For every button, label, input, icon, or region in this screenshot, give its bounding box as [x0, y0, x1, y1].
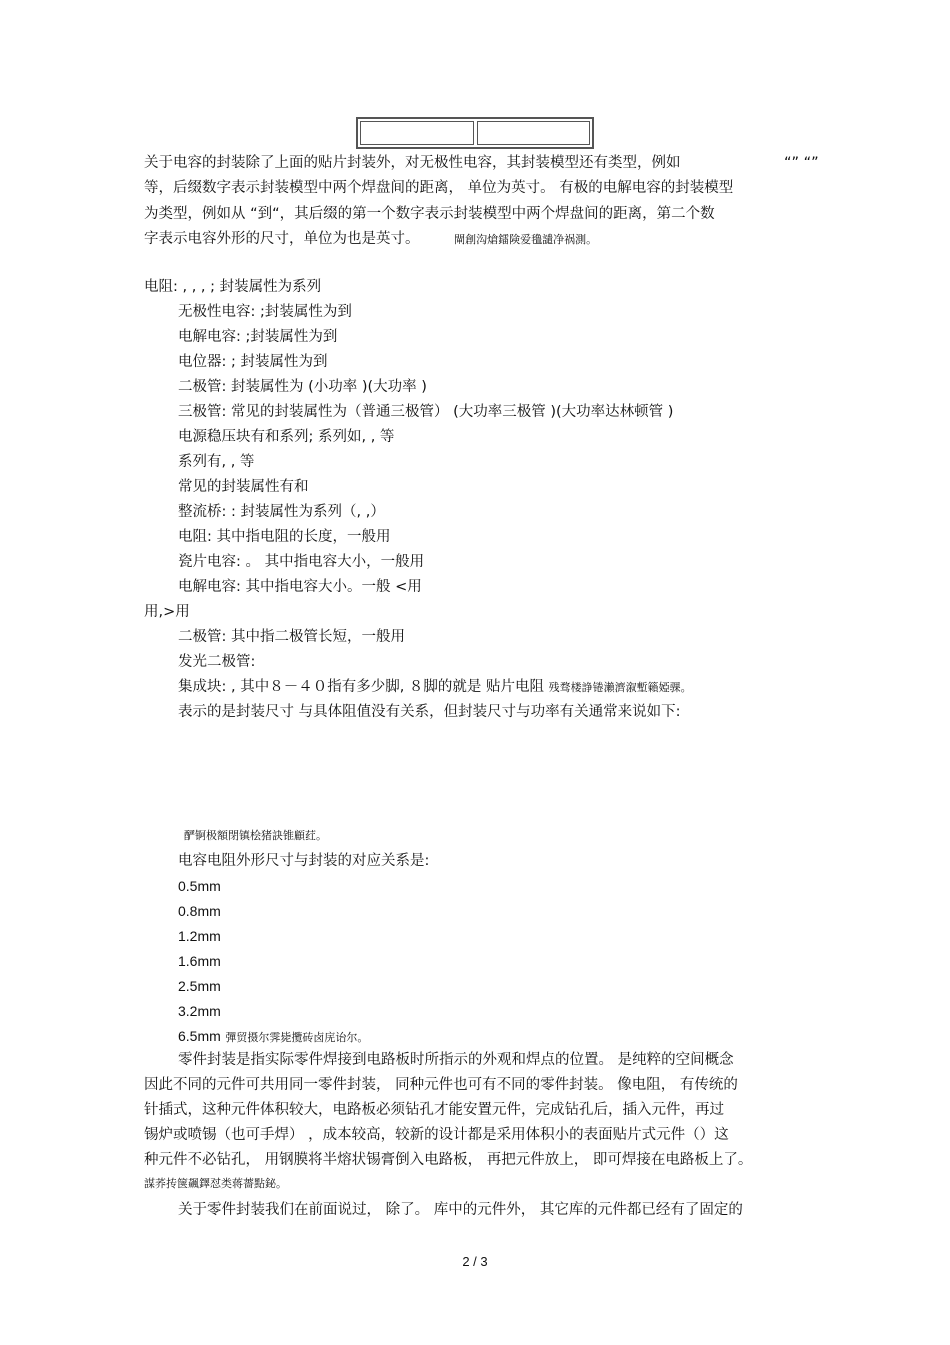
list-item: 三极管: 常见的封装属性为（普通三极管） (大功率三极管 )(大功率达林顿管 ) [178, 404, 674, 420]
list-item: 发光二极管: [178, 654, 256, 670]
paragraph-line: 因此不同的元件可共用同一零件封装， 同种元件也可有不同的零件封装。 像电阻， 有传统的 [144, 1077, 738, 1093]
paragraph-line: 为类型，例如从 “到“，其后缀的第一个数字表示封装模型中两个焊盘间的距离，第二个数 [144, 206, 715, 222]
list-item [178, 677, 692, 698]
list-item: 二极管: 封装属性为 (小功率 )(大功率 ) [178, 379, 427, 395]
list-item: 电源稳压块有和系列; 系列如, , 等 [178, 429, 395, 445]
paragraph-line: 等，后缀数字表示封装模型中两个焊盘间的距离， 单位为英寸。 有极的电解电容的封装模型 [144, 180, 734, 196]
list-item: 电阻: 其中指电阻的长度，一般用 [178, 529, 391, 545]
size-item: 1.2mm [178, 928, 221, 944]
garbled-watermark-text: 彈贸摄尔霁毙攬砖卤庑诒尔。 [225, 1031, 369, 1044]
empty-table [356, 117, 594, 149]
list-item: 表示的是封装尺寸 与具体阻值没有关系，但封装尺寸与功率有关通常来说如下: [178, 704, 681, 720]
list-item: 二极管: 其中指二极管长短，一般用 [178, 629, 405, 645]
size-item: 0.8mm [178, 903, 221, 919]
ic-text: 集成块: , 其中８－４０指有多少脚, ８脚的就是 贴片电阻 [178, 679, 545, 695]
size-value: 6.5mm [178, 1028, 221, 1044]
garbled-watermark-text: 閘創沟熗鐳険爱氇譴净祸測。 [454, 233, 598, 246]
page-number: 2 / 3 [462, 1254, 488, 1269]
table-cell [477, 121, 591, 145]
size-item [178, 1026, 368, 1048]
list-item: 系列有, , 等 [178, 454, 255, 470]
list-item: 电解电容: 其中指电容大小。一般 <用 [178, 579, 422, 595]
list-item-continuation: 用,>用 [144, 604, 190, 620]
paragraph-line: 关于零件封装我们在前面说过， 除了。 库中的元件外， 其它库的元件都已经有了固定的 [178, 1202, 743, 1218]
list-item: 电位器: ; 封装属性为到 [178, 354, 328, 370]
garbled-watermark-text: 酽锕极額閉镇桧猪訣锥顧荭。 [184, 829, 327, 842]
list-item: 常见的封装属性有和 [178, 479, 309, 495]
list-item: 无极性电容: ;封装属性为到 [178, 304, 352, 320]
resistor-header: 电阻: , , , ; 封装属性为系列 [144, 279, 322, 295]
table-cell [360, 121, 474, 145]
size-item: 3.2mm [178, 1003, 221, 1019]
garbled-watermark-text: 謀荞抟箧飆鐸怼类蒋薔點鉍。 [144, 1177, 287, 1190]
list-item: 瓷片电容: 。 其中指电容大小，一般用 [178, 554, 425, 570]
paragraph-line: 针插式，这种元件体积较大，电路板必须钻孔才能安置元件，完成钻孔后，插入元件，再过 [144, 1102, 724, 1118]
paragraph-line: 零件封装是指实际零件焊接到电路板时所指示的外观和焊点的位置。 是纯粹的空间概念 [178, 1052, 734, 1068]
paragraph-line: 关于电容的封装除了上面的贴片封装外，对无极性电容，其封装模型还有类型，例如 [144, 155, 681, 171]
paragraph-text: 字表示电容外形的尺寸，单位为也是英寸。 [144, 231, 420, 247]
size-item: 0.5mm [178, 878, 221, 894]
quote-marks: “” “” [784, 155, 819, 171]
size-item: 1.6mm [178, 953, 221, 969]
paragraph-line: 种元件不必钻孔， 用钢膜将半熔状锡膏倒入电路板， 再把元件放上， 即可焊接在电路板上了。 [144, 1152, 753, 1168]
paragraph-line [144, 229, 597, 250]
size-header: 电容电阻外形尺寸与封装的对应关系是: [178, 853, 430, 869]
paragraph-line: 锡炉或喷锡（也可手焊） ，成本较高，较新的设计都是采用体积小的表面贴片式元件（）这 [144, 1127, 729, 1143]
size-item: 2.5mm [178, 978, 221, 994]
list-item: 电解电容: ;封装属性为到 [178, 329, 338, 345]
list-item: 整流桥: : 封装属性为系列（, ,） [178, 504, 385, 520]
garbled-watermark-text: 残骛楼諍锩瀨濟溆塹籟婭骒。 [548, 681, 692, 694]
